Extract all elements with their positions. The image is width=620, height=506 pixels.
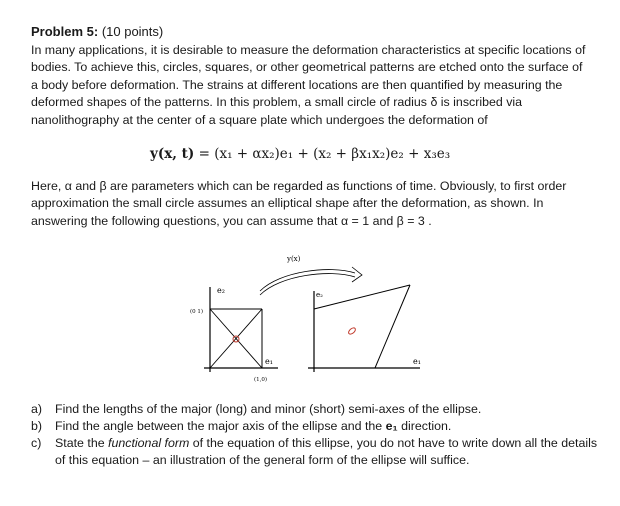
explanation-paragraph: Here, α and β are parameters which can be regarded as functions of time. Obviously, to first order approximation the small circle assumes an elliptical shape after the deformation, as shown. In answering the following questions, you can assume that α = 1 and β = 3 .	[31, 179, 567, 228]
problem-title	[31, 24, 163, 40]
deformed-shape	[308, 285, 420, 372]
question-bold-vector: e₁	[385, 419, 398, 433]
question-text-before: Find the angle between the major axis of the ellipse and the	[55, 419, 386, 433]
deformation-figure	[180, 247, 450, 387]
e1-label: e₁	[265, 357, 273, 366]
question-label: b)	[31, 419, 43, 433]
question-text-after: direction.	[397, 419, 452, 433]
question-item	[31, 401, 601, 418]
equation-lhs: y(x, t)	[150, 146, 195, 162]
deformed-ellipse	[347, 327, 356, 336]
map-label: y(x)	[287, 255, 301, 263]
question-text-after: of the equation of this ellipse, you do not have to write down all the details of this equation – an illustration of the general form of the ellipse will suffice.	[55, 436, 598, 467]
question-label: c)	[31, 436, 42, 450]
problem-heading: Problem 5:	[31, 24, 99, 39]
intro-paragraph: In many applications, it is desirable to measure the deformation characteristics at specific locations of bodies. To achieve this, circles, squares, or other geometrical patterns are etched onto the surface of a body before deformation. The strains at different locations are then quantified by measuring the deformed shapes of the patterns. In this problem, a small circle of radius δ is inscribed via nanolithography at the center of a square plate which undergoes the deformation of	[31, 43, 586, 127]
origin-x-label: (1,0)	[254, 377, 268, 383]
question-item	[31, 435, 601, 469]
question-text-before: State the	[55, 436, 109, 450]
e2-label: e₂	[217, 286, 225, 295]
equation-rhs: = (x₁ + αx₂)e₁ + (x₂ + βx₁x₂)e₂ + x₃e₃	[194, 146, 451, 162]
e1-right-label: e₁	[413, 357, 421, 366]
mapping-arrow	[260, 267, 362, 295]
origin-y-label: (0 1)	[190, 309, 204, 315]
question-italic-term: functional form	[108, 436, 190, 450]
e2-right-label: e₂	[316, 291, 323, 299]
question-item	[31, 418, 601, 435]
question-list	[31, 401, 601, 469]
deformation-equation	[150, 146, 450, 162]
question-text: Find the lengths of the major (long) and minor (short) semi-axes of the ellipse.	[55, 402, 482, 416]
problem-points: (10 points)	[101, 24, 164, 39]
question-label: a)	[31, 402, 43, 416]
